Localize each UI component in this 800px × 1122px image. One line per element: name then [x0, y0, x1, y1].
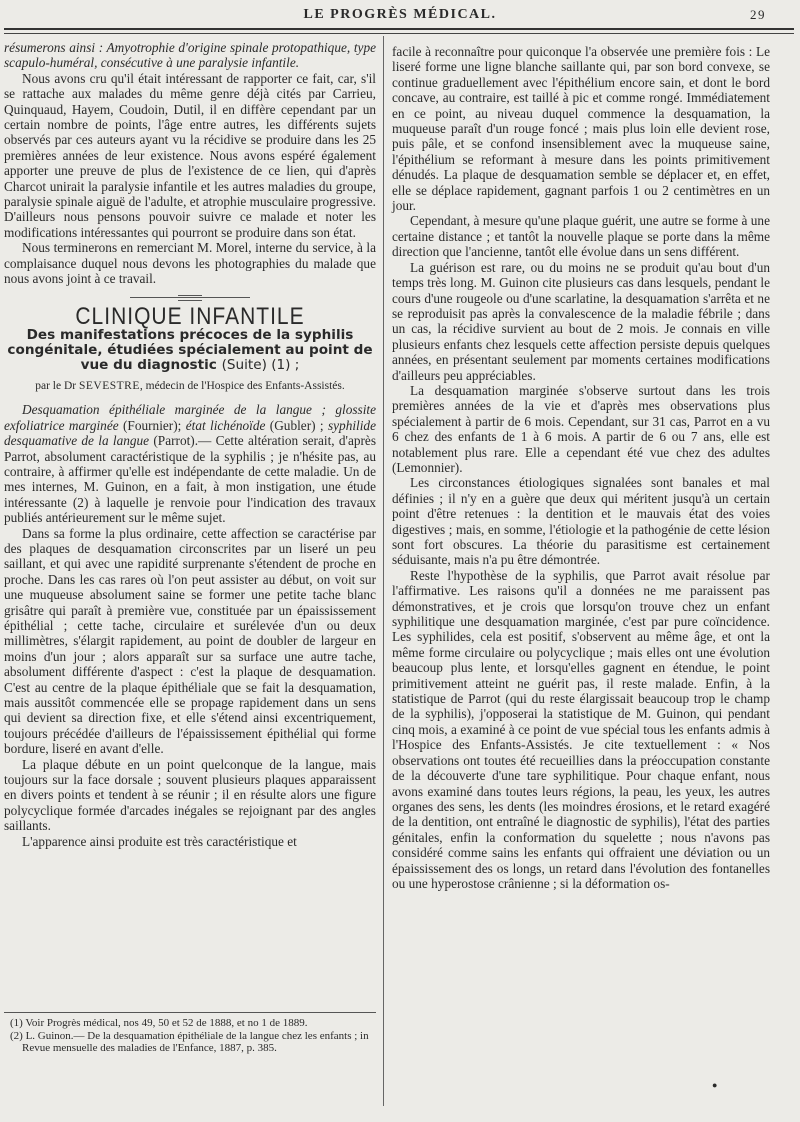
section-separator: [130, 295, 250, 300]
paragraph: La plaque débute en un point quelconque de la langue, mais toujours sur la face dorsale ; souvent plusieurs plaques apparaissent en divers points et tendent à se réunir ; il en résulte alors une figure polycyclique formée d'arcades inégales se rejoignant par des angles saillants.: [4, 756, 376, 834]
page-number: 29: [750, 7, 766, 22]
italic-term: état lichénoïde: [185, 417, 266, 433]
paragraph: [4, 402, 376, 525]
article-title-suite: (Suite) (1) ;: [221, 356, 300, 373]
text-run: (Fournier);: [118, 417, 186, 433]
byline: [4, 379, 376, 394]
paragraph: Reste l'hypothèse de la syphilis, que Parrot avait résolue par l'affirmative. Les raisons qu'il a données ne me paraissent pas démonstratives, et je crois que lorsqu'on trouve chez un enfant syphilitique une desquamation marginée, c'est par pure coïncidence. Les syphilides, cela est positif, s'observent au même âge, et ont la même forme circulaire ou polycyclique ; mais elles ont une évolution beaucoup plus lente, et lorsqu'elles gagnent en étendue, le point primitivement atteint ne guérit pas, il reste malade. Enfin, à la statistique de Parrot (qui du reste élargissait beaucoup trop le champ de la syphilis), j'opposerai la statistique de M. Guinon, qui pendant cinq mois, a examiné à ce point de vue spécial tous les enfants admis à l'Hospice des Enfants-Assistés. Je cite textuellement : « Nos observations ont toutes été recueillies dans la préoccupation constante de la découverte d'une tare syphilitique. Pour chaque enfant, nous avons examiné dans toutes leurs régions, la peau, les yeux, les autres organes des sens, les dents (les moindres érosions, et le retard exagéré de la dentition, ont entraîné le diagnostic de syphilis), l'état des parties génitales, enfin la conformation du squelette ; nous n'avons pas considéré comme sains les enfants qui offraient une déviation ou un épaississement des os longs, un retard dans l'évolution des fontanelles ou une hyperostose crânienne ; si la déformation os-: [392, 567, 770, 891]
byline-suffix: , médecin de l'Hospice des Enfants-Assistés.: [139, 379, 345, 392]
footnote: (1) Voir Progrès médical, nos 49, 50 et 52 de 1888, et no 1 de 1889.: [10, 1017, 308, 1029]
author-name: SEVESTRE: [79, 379, 140, 392]
left-column: [4, 40, 376, 849]
paragraph: facile à reconnaître pour quiconque l'a observée une première fois : Le liseré forme une ligne blanche saillante qui, par son bord convexe, se continue graduellement avec l'épithélium encore sain, et dont le bord concave, au contraire, est taillé à pic et comme rongé. Immédiatement en ce point, au niveau duquel commence la desquamation, la muqueuse paraît d'un rouge foncé ; mais plus loin elle devient rose, puis pâle, et se confond insensiblement avec la muqueuse saine, l'épithélium se reformant à mesure dans les points primitivement dénudés. La plaque de desquamation semble se déplacer et, en effet, elle se déplace rapidement, gagnant parfois 1 ou 2 centimètres en un jour.: [392, 44, 770, 214]
footnotes: [4, 1012, 376, 1055]
paragraph: L'apparence ainsi produite est très caractéristique et: [22, 833, 297, 849]
section-title: CLINIQUE INFANTILE: [75, 302, 305, 330]
bullet-mark: ●: [712, 1080, 718, 1090]
byline-prefix: par le Dr: [35, 379, 77, 392]
paragraph: La desquamation marginée s'observe surtout dans les trois premières années de la vie et d'après mes observations plus spécialement à partir de 6 mois. Cependant, sur 31 cas, Parrot en a vu 6 chez des enfants de 1 à 6 mois. A partir de 6 ou 7 ans, elle est notablement plus rare. Elle a cependant été vue chez des adultes (Lemonnier).: [392, 382, 770, 475]
header-rule-thick: [4, 28, 794, 30]
journal-title: LE PROGRÈS MÉDICAL.: [303, 7, 497, 22]
article-title-text: Des manifestations précoces de la syphilis congénitale, étudiées spécialement au point de vue du diagnostic: [7, 326, 373, 373]
paragraph: Cependant, à mesure qu'une plaque guérit, une autre se forme à une certaine distance ; et tantôt la nouvelle plaque se porte dans la même direction que l'ancienne, tantôt elle évolue dans un sens différent.: [392, 213, 770, 260]
article-title: [4, 328, 376, 373]
paragraph: résumerons ainsi : Amyotrophie d'origine spinale protopathique, type scapulo-huméral, consécutive à une paralysie infantile.: [4, 40, 376, 71]
paragraph: Dans sa forme la plus ordinaire, cette affection se caractérise par des plaques de desquamation circonscrites par un liseré un peu saillant, et qui avec une rapidité surprenante s'étendent de proche en proche. Dans les cas rares où l'on peut assister au début, on voit sur une muqueuse absolument saine se former une petite tache blanc grisâtre qui paraît à première vue, constituée par un épaississement épithélial ; cette tache, circulaire et surélevée d'un ou deux millimètres, s'élargit rapidement, au point de doubler de largeur en moins d'un jour ; alors apparaît sur sa surface une autre tache, absolument différente d'aspect : c'est la plaque de desquamation. C'est au centre de la plaque épithéliale que se fait la desquamation, mais aussitôt commencée elle se propage rapidement dans un sens qui devient sa direction fixe, et elle s'étend ainsi excentriquement, toujours précédée d'ailleurs de l'épaississement épithélial qui forme bordure, liseré en avant d'elle.: [4, 525, 376, 757]
text-run: (Gubler) ;: [265, 417, 328, 433]
text-run: (Parrot).— Cette altération serait, d'après Parrot, absolument caractéristique de la syphilis ; je n'hésite pas, au contraire, à affirmer qu'elle est indépendante de cette maladie. Un de mes internes, M. Guinon, en a fait, à mon instigation, une étude intéressante (2) à laquelle je renvoie pour l'indication des travaux publiés antérieurement sur le même sujet.: [4, 433, 376, 526]
right-column: [392, 44, 770, 891]
italic-term: Desquamation épithéliale marginée de la langue ; glossite exfoliatrice marginée: [4, 402, 376, 433]
paragraph: Nous terminerons en remerciant M. Morel, interne du service, à la complaisance duquel nous devons les photographies du malade que nous avons joint à ce travail.: [4, 240, 376, 287]
footnote: (2) L. Guinon.— De la desquamation épithéliale de la langue chez les enfants ; in Revue mensuelle des maladies de l'Enfance, 1887, p. 385.: [10, 1029, 369, 1054]
paragraph: Les circonstances étiologiques signalées sont banales et mal définies ; il n'y en a guère que deux qui méritent jusqu'à un certain point d'être retenues : la dentition et le mauvais état des voies digestives ; mais, en somme, l'étiologie et la pathogénie de cette lésion sont fort obscures. La théorie du parasitisme est certainement séduisante, mais n'a pu être démontrée.: [392, 475, 770, 568]
header-rule-thin: [4, 33, 794, 34]
paragraph: La guérison est rare, ou du moins ne se produit qu'au bout d'un temps très long. M. Guinon cite plusieurs cas dans lesquels, pendant le cours d'une rougeole ou d'une scarlatine, la desquamation s'arrêta et ne se reproduisit pas après la convalescence de la maladie fébrile ; dans un cas, la récidive survient au bout de 2 mois. Je connais en ville plusieurs enfants chez lesquels cette affection persiste depuis quelques années, en présentant seulement par moments certaines modifications d'ailleurs peu appréciables.: [392, 259, 770, 383]
column-divider: [383, 36, 384, 1106]
running-header: [0, 7, 800, 29]
paragraph: Nous avons cru qu'il était intéressant de rapporter ce fait, car, s'il se rattache aux malades du même genre déjà cités par Carrieu, Quinquaud, Hayem, Coudoin, Dutil, il en diffère cependant par un certain nombre de points, l'âge entre autres, les différents sujets observés par ces auteurs ayant vu la récidive se produire dans les 25 premières années de leur existence. Nous avons espéré également apporter une preuve de plus de l'existence de ce lien, qui d'après Charcot unirait la paralysie infantile et les autres maladies du groupe, paralysie spinale aiguë de l'adulte, et atrophie musculaire progressive. D'ailleurs nous pensons pouvoir suivre ce malade et noter les modifications intéressantes qui pourront se produire dans son état.: [4, 70, 376, 240]
italic-term: syphilide desquamative de la langue: [4, 417, 376, 449]
